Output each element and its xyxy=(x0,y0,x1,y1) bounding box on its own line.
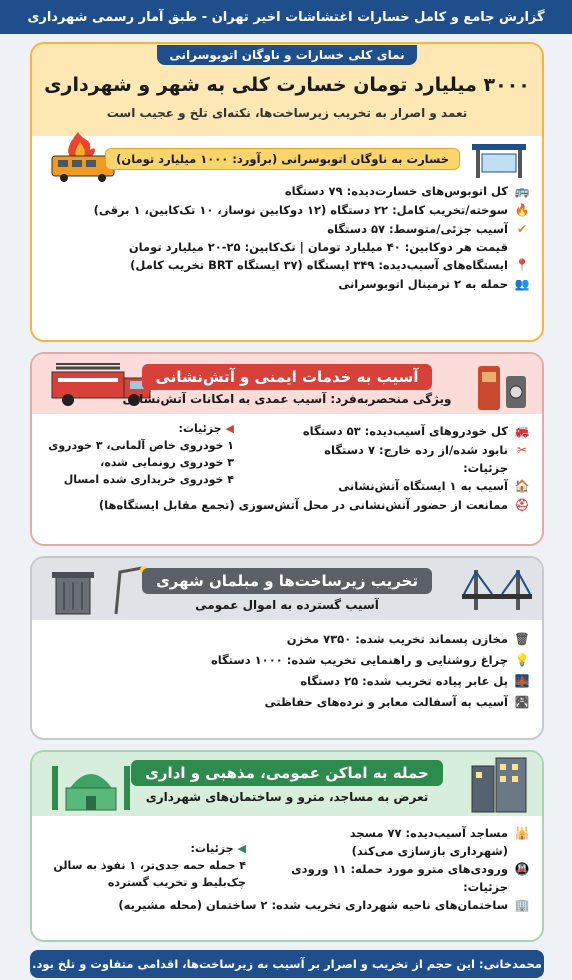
stat-text: جزئیات: xyxy=(463,880,508,894)
public-details-line: ۴ حمله حمه جدی‌تر، ۱ نفوذ به سالن xyxy=(53,859,246,873)
building-icon: 🏢 xyxy=(514,898,530,912)
stat-text: ایستگاه‌های آسیب‌دیده: ۳۴۹ ایستگاه (۳۷ ایستگاه BRT تخریب کامل) xyxy=(130,258,508,272)
people-icon: 👥 xyxy=(514,277,530,291)
footer-text: محمدخانی: این حجم از تخریب و اصرار بر آسیب به زیرساخت‌ها، اقدامی متفاوت و تلخ بود. xyxy=(32,957,542,971)
stat-row xyxy=(40,497,530,513)
overview-tab: نمای کلی خسارات و ناوگان اتوبوسرانی xyxy=(157,45,416,65)
stat-text: کل اتوبوس‌های خسارت‌دیده: ۷۹ دستگاه xyxy=(284,184,508,198)
stat-row xyxy=(40,694,530,710)
overview-section xyxy=(30,42,544,342)
public-places-subtitle: تعرض به مساجد، مترو و ساختمان‌های شهرداری xyxy=(145,790,429,804)
fire-details-title: جزئیات: xyxy=(178,422,222,435)
public-places-section xyxy=(30,750,544,942)
firetruck-icon: 🚒 xyxy=(514,424,530,438)
fire-details-line: ۳ خودروی رونمایی شده، xyxy=(100,456,234,470)
stat-text: مخازن پسماند تخریب شده: ۷۳۵۰ مخزن xyxy=(286,632,508,646)
public-places-title: حمله به اماکن عمومی، مذهبی و اداری xyxy=(131,760,443,786)
overview-title: ۳۰۰۰ میلیارد تومان خسارت کلی به شهر و شهرداری xyxy=(44,74,530,96)
tools-icon: ✂ xyxy=(516,443,528,457)
stat-text: ممانعت از حضور آتش‌نشانی در محل آتش‌سوزی (تجمع مقابل ایستگاه‌ها) xyxy=(98,498,508,512)
header-title: گزارش جامع و کامل خسارات اغتشاشات اخیر تهران - طبق آمار رسمی شهرداری xyxy=(27,9,545,25)
fire-services-section xyxy=(30,352,544,546)
details-label: جزئیات: xyxy=(463,461,508,475)
overview-subtitle: تعمد و اصرار به تخریب زیرساخت‌ها، نکته‌ای تلخ و عجیب است xyxy=(106,106,468,120)
station-icon: 🏠 xyxy=(514,479,530,493)
fire-icon: 🔥 xyxy=(514,203,530,217)
price-line: قیمت هر دوکابین: ۴۰ میلیارد تومان | تک‌کابین: ۲۵-۲۰ میلیارد تومان xyxy=(128,240,508,254)
firefighter-icon: ⛑ xyxy=(514,498,530,512)
caret-left-icon: ◀ xyxy=(237,842,246,855)
caret-left-icon: ◀ xyxy=(225,422,234,435)
fire-services-title: آسیب به خدمات ایمنی و آتش‌نشانی xyxy=(142,364,433,390)
stat-row xyxy=(40,652,530,668)
stat-text: پل عابر پیاده تخریب شده: ۲۵ دستگاه xyxy=(300,674,508,688)
stat-text: ورودی‌های مترو مورد حمله: ۱۱ ورودی xyxy=(291,862,508,876)
infrastructure-subtitle: آسیب گسترده به اموال عمومی xyxy=(195,598,379,612)
stat-row xyxy=(40,631,530,647)
stat-row xyxy=(40,897,530,913)
page-header xyxy=(0,0,572,34)
stat-row xyxy=(40,183,530,199)
stat-row xyxy=(40,257,530,273)
fire-details-line: ۴ خودروی خریداری شده امسال xyxy=(63,473,234,487)
fire-details-box xyxy=(44,420,234,488)
stat-row xyxy=(40,673,530,689)
public-details-title: جزئیات: xyxy=(190,842,234,855)
stat-text: آسیب جزئی/متوسط: ۵۷ دستگاه xyxy=(327,222,508,236)
stat-text: سوخته/تخریب کامل: ۲۲ دستگاه (۱۲ دوکابین نوساز، ۱۰ تک‌کابین، ۱ برقی) xyxy=(93,203,508,217)
bus-icon: 🚌 xyxy=(514,184,530,198)
fire-services-subtitle: ویژگی منحصربه‌فرد: آسیب عمدی به امکانات آتش‌نشانی xyxy=(122,392,452,406)
fire-details-line: ۱ خودروی خاص آلمانی، ۳ خودروی xyxy=(48,439,234,453)
public-details-box xyxy=(46,840,246,891)
infrastructure-section xyxy=(30,556,544,740)
public-details-line: چک‌بلیط و تخریب گسترده xyxy=(107,876,246,890)
check-icon: ✔ xyxy=(516,222,528,236)
bus-stop-illustration xyxy=(468,140,530,180)
location-icon: 📍 xyxy=(514,258,530,272)
stat-text: چراغ روشنایی و راهنمایی تخریب شده: ۱۰۰۰ دستگاه xyxy=(210,653,508,667)
stat-text: مساجد آسیب‌دیده: ۷۷ مسجد xyxy=(349,826,508,840)
mosque-icon: 🕌 xyxy=(514,826,530,840)
infrastructure-title: تخریب زیرساخت‌ها و مبلمان شهری xyxy=(142,568,432,594)
stat-text: کل خودروهای آسیب‌دیده: ۵۳ دستگاه xyxy=(302,424,508,438)
stat-text: آسیب به آسفالت معابر و نرده‌های حفاظتی xyxy=(264,695,508,709)
stat-row xyxy=(40,276,530,292)
bridge-icon: 🌉 xyxy=(514,674,530,688)
stat-row xyxy=(40,202,530,218)
stat-text: ساختمان‌های ناحیه شهرداری تخریب شده: ۲ ساختمان (محله مشیریه) xyxy=(118,898,508,912)
stat-row xyxy=(40,221,530,237)
stat-text: آسیب به ۱ ایستگاه آتش‌نشانی xyxy=(338,479,508,493)
stat-text: (شهرداری بازسازی می‌کند) xyxy=(351,844,508,858)
footer-quote xyxy=(30,950,544,978)
metro-icon: 🚇 xyxy=(514,862,530,876)
fleet-damage-badge: خسارت به ناوگان اتوبوسرانی (برآورد: ۱۰۰۰ میلیارد تومان) xyxy=(105,148,460,170)
bulb-icon: 💡 xyxy=(514,653,530,667)
stat-text: حمله به ۲ ترمینال اتوبوسرانی xyxy=(338,277,508,291)
bin-icon: 🗑 xyxy=(514,632,530,646)
stat-row xyxy=(40,825,530,841)
stat-text: نابود شده/از رده خارج: ۷ دستگاه xyxy=(324,443,508,457)
road-icon: 🛣 xyxy=(514,695,530,709)
